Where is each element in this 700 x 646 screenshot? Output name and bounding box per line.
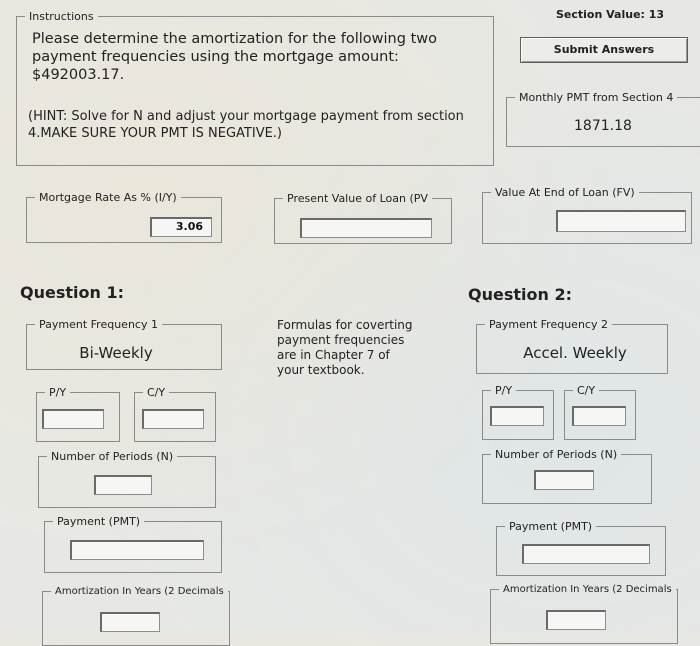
- q1-amort-legend: Amortization In Years (2 Decimals: [55, 586, 224, 597]
- future-value-field[interactable]: [556, 210, 686, 232]
- q2-cy-field[interactable]: [572, 406, 626, 426]
- mortgage-rate-legend: Mortgage Rate As % (I/Y): [39, 191, 177, 204]
- monthly-pmt-legend: Monthly PMT from Section 4: [519, 91, 674, 104]
- q1-py-field[interactable]: [42, 409, 104, 429]
- q2-n-field[interactable]: [534, 470, 594, 490]
- q1-cy-legend: C/Y: [147, 386, 166, 399]
- present-value-legend: Present Value of Loan (PV: [287, 192, 428, 205]
- payment-frequency-1-value: Bi-Weekly: [79, 344, 153, 362]
- monthly-pmt-value: 1871.18: [574, 118, 632, 134]
- q2-amort-legend: Amortization In Years (2 Decimals: [503, 584, 672, 595]
- submit-answers-button[interactable]: Submit Answers: [520, 37, 688, 63]
- q2-pmt-legend: Payment (PMT): [509, 520, 593, 533]
- q2-n-legend: Number of Periods (N): [495, 448, 618, 461]
- q2-amort-field[interactable]: [546, 610, 606, 630]
- payment-frequency-2-value: Accel. Weekly: [523, 344, 627, 362]
- q2-cy-legend: C/Y: [577, 384, 596, 397]
- q2-py-field[interactable]: [490, 406, 544, 426]
- hint-text: (HINT: Solve for N and adjust your mortgage payment from section 4.MAKE SURE YOUR PMT IS NEGATIVE.): [28, 109, 464, 141]
- present-value-field[interactable]: [300, 218, 432, 238]
- instructions-text: Please determine the amortization for the following two payment frequencies using the mortgage amount: $492003.17.: [32, 31, 437, 83]
- q1-amort-field[interactable]: [100, 612, 160, 632]
- question-1-title: Question 1:: [20, 283, 124, 302]
- q1-cy-field[interactable]: [142, 409, 204, 429]
- q2-pmt-field[interactable]: [522, 544, 650, 564]
- instructions-legend: Instructions: [29, 10, 94, 23]
- payment-frequency-1-legend: Payment Frequency 1: [39, 318, 158, 331]
- q1-pmt-legend: Payment (PMT): [57, 515, 141, 528]
- q2-py-legend: P/Y: [495, 384, 513, 397]
- formulas-note-text: Formulas for coverting payment frequencies are in Chapter 7 of your textbook.: [277, 318, 413, 377]
- future-value-legend: Value At End of Loan (FV): [495, 186, 635, 199]
- mortgage-rate-field[interactable]: 3.06: [150, 217, 212, 237]
- section-value: Section Value: 13: [556, 8, 665, 21]
- q1-py-legend: P/Y: [49, 386, 67, 399]
- question-2-title: Question 2:: [468, 285, 572, 304]
- q1-n-legend: Number of Periods (N): [51, 450, 174, 463]
- payment-frequency-2-legend: Payment Frequency 2: [489, 318, 608, 331]
- q1-n-field[interactable]: [94, 475, 152, 495]
- q1-pmt-field[interactable]: [70, 540, 204, 560]
